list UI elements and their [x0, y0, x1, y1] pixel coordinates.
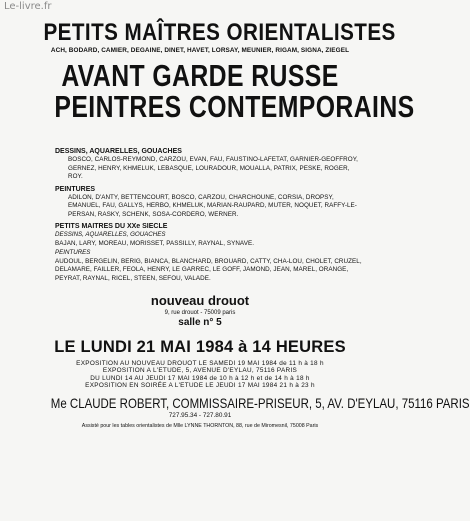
section-body: BOSCO, CARLOS-REYMOND, CARZOU, EVAN, FAU, FAUSTINO-LAFETAT, GARNIER-GEOFFROY, GERNEZ, HENRY, KHMELUK, LEBASQUE, LOURADOUR, MOUALLA, PATRIX, PESKE, ROGER, ROY.	[68, 156, 358, 180]
exposition-line: EXPOSITION A L'ETUDE, 5, AVENUE D'EYLAU, 75116 PARIS	[102, 367, 298, 375]
exposition-line: DU LUNDI 14 AU JEUDI 17 MAI 1984 de 10 h à 12 h et de 14 h à 18 h	[90, 374, 310, 382]
phone-numbers: 727.95.34 - 727.80.91	[168, 411, 232, 419]
venue-address: 9, rue drouot - 75009 paris	[164, 310, 236, 316]
assistant-note: Assisté pour les tables orientalistes de Mlle LYNNE THORNTON, 88, rue de Miromesnil, 75008 Paris	[81, 422, 319, 429]
subtitle-contemporains: PEINTRES CONTEMPORAINS	[54, 89, 415, 124]
artist-sections	[18, 148, 382, 283]
section-petits-maitres	[55, 223, 362, 283]
section-dessins	[55, 148, 362, 182]
exposition-info	[18, 360, 382, 390]
orientalist-artists: ACH, BODARD, CAMIER, DEGAINE, DINET, HAVET, LORSAY, MEUNIER, RIGAM, SIGNA, ZIEGEL	[50, 47, 350, 54]
section-body: BAJAN, LARY, MOREAU, MORISSET, PASSILLY, RAYNAL, SYNAVE.	[55, 239, 255, 247]
exposition-line: EXPOSITION EN SOIRÉE A L'ETUDE LE JEUDI 17 MAI 1984 21 h à 23 h	[85, 382, 315, 390]
section-title: PETITS MAITRES DU XXe SIECLE	[55, 223, 168, 230]
section-body: AUDOUL, BERGELIN, BERIG, BIANCA, BLANCHARD, BROUARD, CATTY, CHA-LOU, CHOLET, CRUZEL, DELAMARE, FAILLER, FEOLA, HENRY, LE GARREC, LE GOFF, JAMOND, JEAN, MAREL, ORANGE, PEYRAT, RAYNAL, RICEL, STEEN, SEFOU, VALADE.	[55, 257, 362, 282]
venue-salle: salle n° 5	[178, 317, 222, 328]
venue-block	[18, 293, 382, 328]
section-body: ADILON, D'ANTY, BETTENCOURT, BOSCO, CARZOU, CHARCHOUNE, CORSIA, DROPSY, EMANUEL, FAU, GALLYS, HERBO, KHMELUK, MARIAN-RAUPARD, MUTER, NOQUET, RAFFY-LE-PERSAN, RASKY, SCHENK, SOSA-CORDERO, WERNER.	[68, 193, 357, 218]
venue-name: nouveau drouot	[150, 293, 250, 308]
section-title: DESSINS, AQUARELLES, GOUACHES	[55, 148, 182, 155]
section-subtitle: DESSINS, AQUARELLES, GOUACHES	[55, 231, 166, 238]
watermark: Le-livre.fr	[4, 1, 52, 12]
subtitle-avant-garde: AVANT GARDE RUSSE	[61, 58, 339, 93]
section-title: PEINTURES	[55, 185, 96, 193]
main-title: PETITS MAÎTRES ORIENTALISTES	[43, 19, 396, 46]
exposition-line: EXPOSITION AU NOUVEAU DROUOT LE SAMEDI 19 MAI 1984 de 11 h à 18 h	[76, 360, 324, 367]
section-peintures	[55, 186, 362, 220]
auctioneer: Me CLAUDE ROBERT, COMMISSAIRE-PRISEUR, 5, AV. D'EYLAU, 75116 PARIS	[50, 394, 470, 411]
sale-date: LE LUNDI 21 MAI 1984 à 14 HEURES	[54, 338, 346, 356]
section-subtitle: PEINTURES	[55, 249, 91, 256]
